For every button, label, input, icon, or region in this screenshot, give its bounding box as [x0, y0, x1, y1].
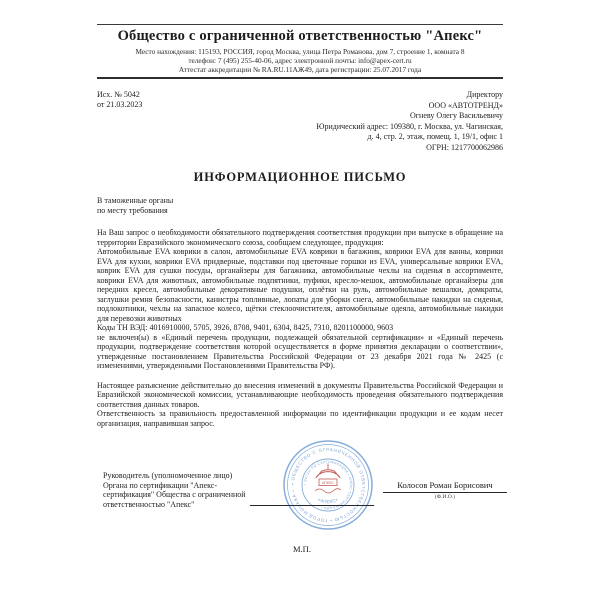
- recipient-line: ОГРН: 1217700062986: [426, 142, 503, 152]
- reference-block: [97, 90, 142, 153]
- signer-role-line: Органа по сертификации "Апекс-: [103, 480, 217, 490]
- paragraph-intro: На Ваш запрос о необходимости обязательного подтверждения соответствия продукции при выпуске в обращение на территории Евразийского экономического союза, сообщаем следующее, продукция:: [97, 228, 503, 247]
- seal-icon: [282, 439, 374, 531]
- recipient-line: Юридический адрес: 109380, г. Москва, ул. Чагинская,: [316, 121, 503, 131]
- letterhead-top-rule: [97, 24, 503, 25]
- signer-role-line: ответственностью "Апекс": [103, 499, 195, 509]
- round-seal-stamp: [282, 439, 374, 531]
- addressee-line: по месту требования: [97, 205, 168, 215]
- signer-name: Колосов Роман Борисович: [383, 480, 507, 493]
- recipient-line: ООО «АВТОТРЕНД»: [428, 100, 503, 110]
- outgoing-number: Исх. № 5042: [97, 90, 140, 99]
- seal-red-emblem: [315, 464, 341, 494]
- reference-recipient-row: [97, 90, 503, 153]
- paragraph-products: Автомобильные EVA коврики в салон, автомобильные EVA коврики в багажник, коврики EVA для ванны, коврики EVA для кухни, коврики EVA придверные, подставки под цветочные горшки из EVA, универсальные коврики EVA, коврик EVA для сушки посуды, органайзеры для багажника, автомобильные чехлы на сиденья в ассортименте, коврики EVA для животных, автомобильные подпятники, пуфики, кресло-мешок, автомобильные органайзеры для передних кресел, автомобильные декоративные подушки, оплётки на руль, автомобильные вешалки, домкраты, заглушки ремня безопасности, канистры топливные, лопаты для уборки снега, автомобильные накидки на сиденья, подлокотники, чехлы на запасное колесо, щётки стеклоочистителя, автомобильные одеяла, автомобильные накидки для перевозки животных: [97, 247, 503, 323]
- document-title: ИНФОРМАЦИОННОЕ ПИСЬМО: [193, 170, 407, 184]
- recipient-line: Директору: [466, 90, 503, 99]
- letter-body: [97, 228, 503, 428]
- addressee-note: [97, 196, 503, 215]
- seal-outer-ring-text: • ОБЩЕСТВО С ОГРАНИЧЕННОЙ ОТВЕТСТВЕННОСТЬЮ • ГОРОД МОСКВА •: [289, 446, 367, 524]
- paragraph-exclusion: не включен(ы) в «Единый перечень продукции, подлежащей обязательной сертификации» и «Единый перечень продукции, подтверждение соответствия которой осуществляется в форме принятия декларации о соответствии», утвержденные постановлением Правительства Российской Федерации от 23 декабря 2021 года № 2425 (с изменениями, утвержденными Постановлениями Правительства РФ).: [97, 332, 503, 370]
- seal-place-mark: М.П.: [293, 544, 311, 554]
- paragraph-codes: Коды ТН ВЭД: 4016910000, 5705, 3926, 8708, 9401, 6304, 8425, 7310, 8201100000, 9603: [97, 323, 394, 332]
- company-name: Общество с ограниченной ответственностью "Апекс": [117, 28, 483, 44]
- seal-center-text: АПЕКС: [322, 481, 334, 485]
- addressee-line: В таможенные органы: [97, 196, 174, 205]
- signer-role-line: Руководитель (уполномоченное лицо): [103, 471, 233, 480]
- signer-name-caption: (Ф.И.О.): [434, 494, 456, 500]
- letter-content: [97, 24, 503, 428]
- svg-text:• ОБЩЕСТВО С ОГРАНИЧЕННОЙ ОТВЕ: [290, 447, 366, 523]
- recipient-line: Огневу Олегу Васильевичу: [410, 111, 503, 120]
- letterhead-details: [97, 47, 503, 74]
- paragraph-responsibility: Ответственность за правильность предоставленной информации по идентификации продукции и ее кодам несет организация, направившая запрос.: [97, 409, 503, 428]
- signature-line: [250, 505, 374, 506]
- recipient-line: д. 4, стр. 2, этаж, помещ. 1, 19/1, офис 1: [367, 132, 503, 141]
- letterhead-bottom-rule: [97, 77, 503, 79]
- company-accreditation: Аттестат аккредитации № RA.RU.11АЖ49, дата регистрации: 25.07.2017 года: [178, 65, 422, 74]
- signer-role-line: сертификация" Общества с ограниченной: [103, 490, 246, 499]
- svg-text:«АПЕКС»: [317, 497, 340, 505]
- signer-name-block: [383, 480, 507, 500]
- company-contacts: телефон: 7 (495) 255-40-06, адрес электронной почты: info@apex-cert.ru: [188, 56, 412, 65]
- outgoing-date: от 21.03.2023: [97, 100, 143, 109]
- company-address: Место нахождения: 115193, РОССИЯ, город Москва, улица Петра Романова, дом 7, строение 1, комната 8: [135, 47, 465, 56]
- signer-role-block: [103, 471, 303, 509]
- seal-inner-ring-text: • ОРГАН ПО СЕРТИФИКАЦИИ • АПЕКС-СЕРТИФИКАЦИЯ •: [302, 459, 354, 511]
- paragraph-validity: Настоящее разъяснение действительно до внесения изменений в документы Правительства Российской Федерации и Евразийской экономической комиссии, устанавливающие необходимость проведения обязательного подтверждения соответствия данных товаров.: [97, 380, 503, 409]
- recipient-block: [316, 90, 503, 153]
- seal-bottom-text: «АПЕКС»: [316, 496, 340, 505]
